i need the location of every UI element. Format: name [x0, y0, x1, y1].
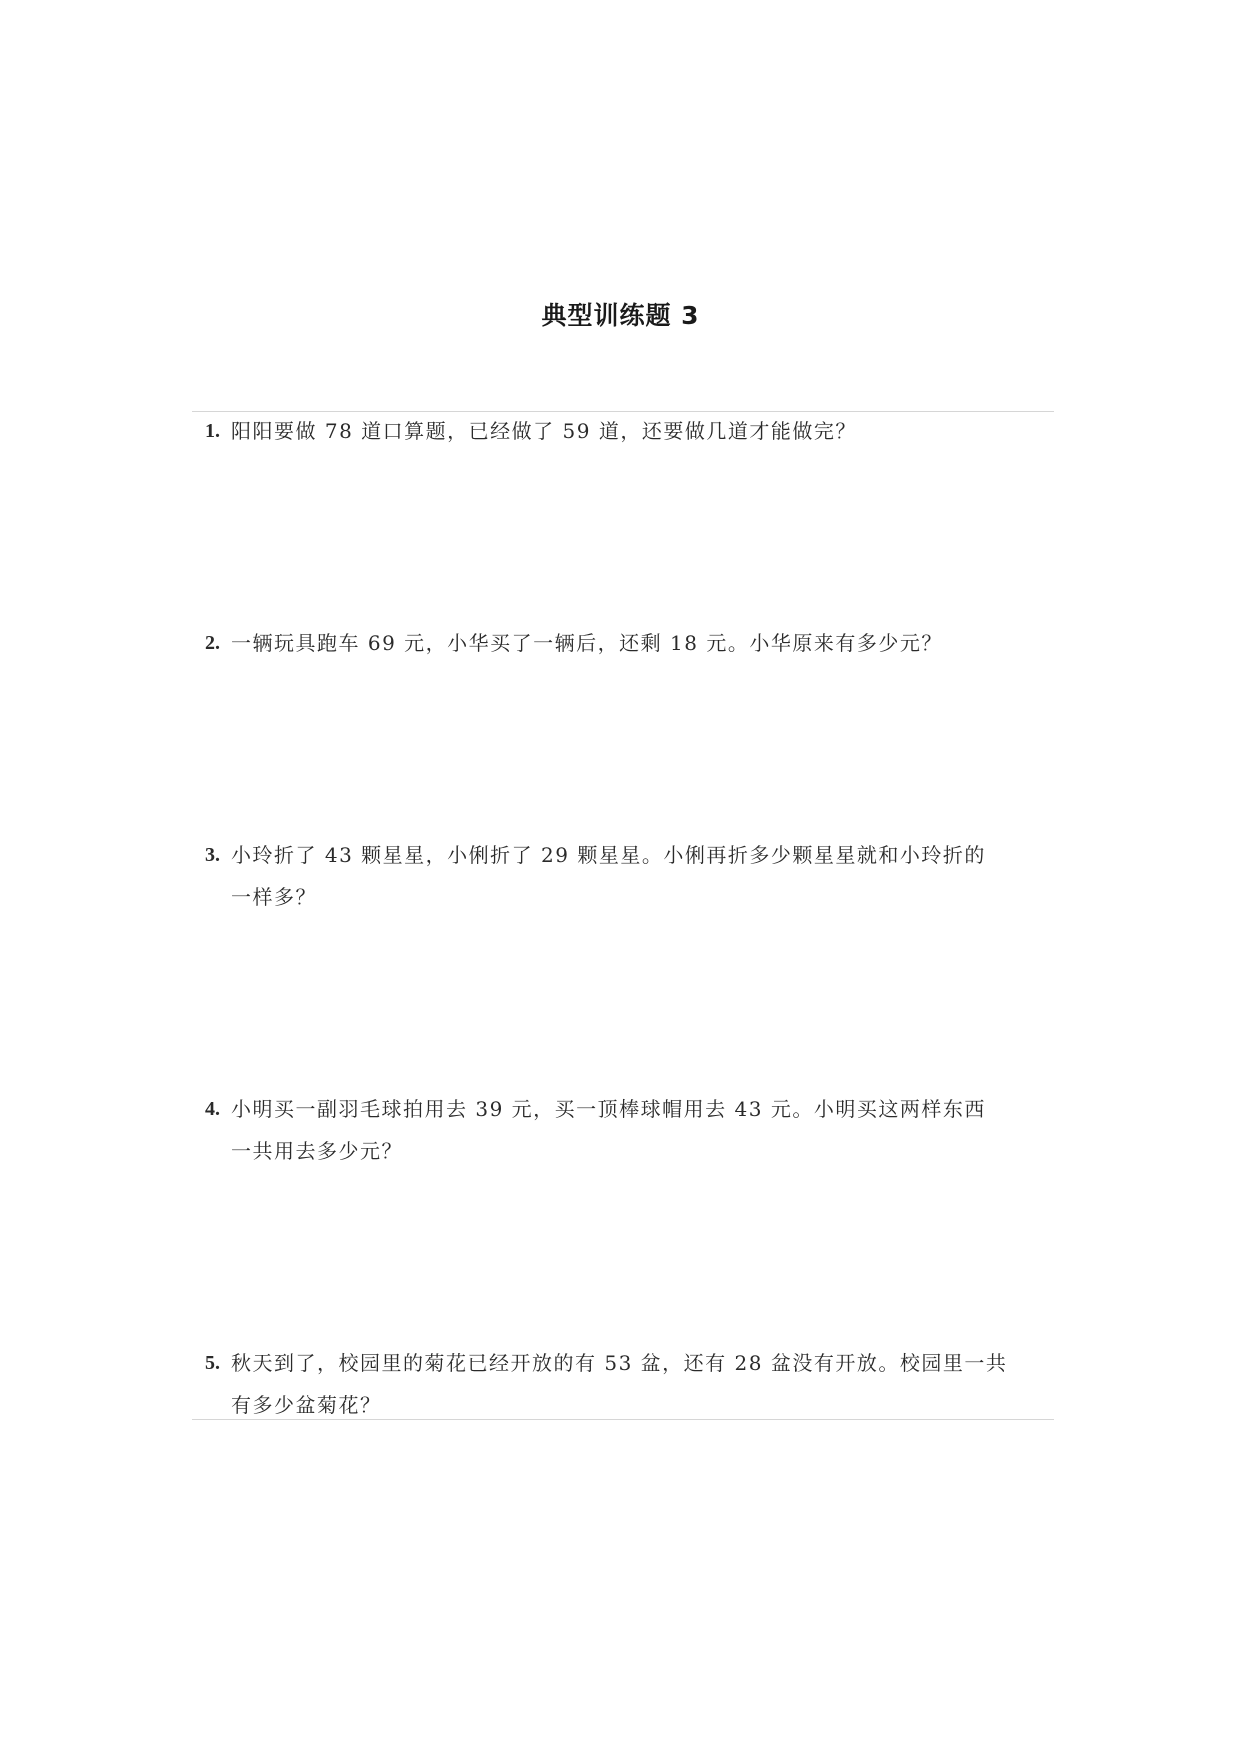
question-number: 5.	[205, 1352, 220, 1374]
question-number: 2.	[205, 632, 220, 654]
question-item	[205, 1088, 1055, 1172]
question-item	[205, 622, 1055, 664]
question-item	[205, 1342, 1055, 1426]
question-number: 3.	[205, 844, 220, 866]
question-text: 一辆玩具跑车 69 元，小华买了一辆后，还剩 18 元。小华原来有多少元？	[231, 631, 943, 655]
question-item	[205, 834, 1055, 918]
question-text: 阳阳要做 78 道口算题，已经做了 59 道，还要做几道才能做完？	[231, 419, 857, 443]
question-number: 1.	[205, 420, 220, 442]
question-item	[205, 410, 1055, 452]
question-text: 小玲折了 43 颗星星，小俐折了 29 颗星星。小俐再折多少颗星星就和小玲折的 一样多？	[231, 843, 986, 909]
page-title: 典型训练题 3	[541, 301, 700, 330]
question-text: 小明买一副羽毛球拍用去 39 元，买一顶棒球帽用去 43 元。小明买这两样东西 一共用去多少元？	[231, 1097, 986, 1163]
question-text: 秋天到了，校园里的菊花已经开放的有 53 盆，还有 28 盆没有开放。校园里一共 有多少盆菊花？	[231, 1351, 1008, 1417]
bottom-divider	[192, 1419, 1054, 1420]
question-number: 4.	[205, 1098, 220, 1120]
